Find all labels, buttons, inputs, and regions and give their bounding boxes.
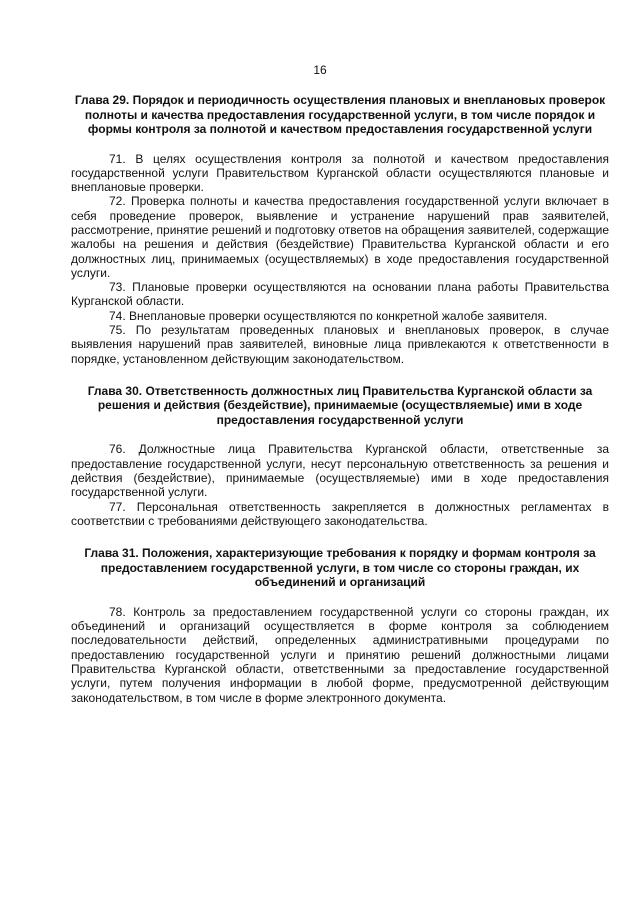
chapter-title: Глава 31. Положения, характеризующие требования к порядку и формам контроля за предоставлением государственной услуги, в том числе со стороны граждан, их объединений и организаций [84,546,596,590]
paragraph-71: 71. В целях осуществления контроля за полнотой и качеством предоставления государственной услуги Правительством Курганской области осуществляются плановые и внеплановые проверки. [71,151,609,195]
chapter-title: Глава 29. Порядок и периодичность осуществления плановых и внеплановых проверок полноты и качества предоставления государственной услуги, в том числе порядок и формы контроля за полнотой и качеством предоставления государственной услуги [74,93,606,136]
paragraph-78: 78. Контроль за предоставлением государственной услуги со стороны граждан, их объединений и организаций осуществляется в форме контроля за соблюдением последовательности действий, определенных административными процедурами по предоставлению государственной услуги и принятию решений должностными лицами Правительства Курганской области, ответственными за предоставление государственной услуги, путем получения информации в любой форме, предусмотренной действующим законодательством, в том числе в форме электронного документа. [71,604,609,705]
page-number: 16 [313,63,327,77]
paragraph-74: 74. Внеплановые проверки осуществляются по конкретной жалобе заявителя. [109,308,548,323]
paragraph-72: 72. Проверка полноты и качества предоставления государственной услуги включает в себя проведение проверок, выявление и устранение нарушений прав заявителей, рассмотрение, принятие решений и подготовку ответов на обращения заявителей, содержащие жалобы на решения и действия (бездействие) Правительства Курганской области и его должностных лиц, принимаемых (осуществляемых) в ходе предоставления государственной услуги. [71,194,609,280]
chapter-30 [71,384,609,528]
document-body [71,93,609,705]
chapter-title: Глава 30. Ответственность должностных лиц Правительства Курганской области за решения и действия (бездействие), принимаемые (осуществляемые) ими в ходе предоставления государственной услуги [87,383,593,427]
paragraph-75: 75. По результатам проведенных плановых и внеплановых проверок, в случае выявления нарушений прав заявителей, виновные лица привлекаются к ответственности в порядке, установленном действующим законодательством. [71,323,609,366]
chapter-29 [71,93,609,366]
paragraph-73: 73. Плановые проверки осуществляются на основании плана работы Правительства Курганской области. [71,280,609,309]
paragraph-76: 76. Должностные лица Правительства Курганской области, ответственные за предоставление государственной услуги, несут персональную ответственность за решения и действия (бездействие), принимаемые (осуществляемые) ими в ходе предоставления государственной услуги. [71,442,609,500]
chapter-31 [71,546,609,705]
paragraph-77: 77. Персональная ответственность закрепляется в должностных регламентах в соответствии с требованиями действующего законодательства. [71,499,609,528]
